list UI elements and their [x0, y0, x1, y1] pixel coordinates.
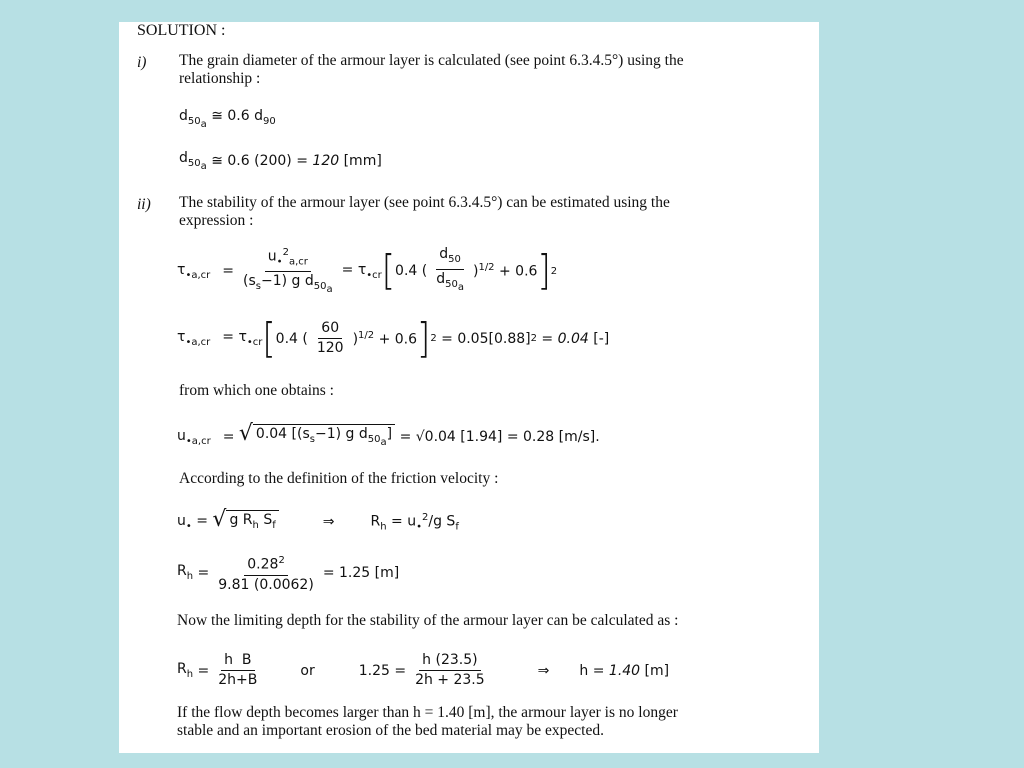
h-result: 1.40: [608, 662, 641, 679]
from-which-text: from which one obtains :: [179, 382, 334, 399]
tau-unit: [-]: [593, 330, 610, 347]
u-result: 0.28 [m/s].: [523, 429, 600, 446]
section-ii-line2: expression :: [179, 212, 254, 229]
equation-tau-critical: $\tau_{•a,cr}$ = $\frac{u_•^2_{a,cr}}{(s_s-1) g d_{50_a}}$ = $\tau_{•cr}$ [ 0.4 ( $\frac{d_{50}}{d_{50_a}}$ )$^{1/2}$ + 0.6 ] 2: [177, 244, 557, 298]
section-i-number: i): [137, 54, 147, 71]
section-i-line1: The grain diameter of the armour layer is calculated (see point 6.3.4.5°) using the: [179, 52, 684, 69]
or-word: or: [300, 662, 315, 679]
rh-numerator: 0.28: [247, 556, 279, 573]
definition-text: According to the definition of the friction velocity :: [179, 470, 499, 487]
h-unit: [m]: [644, 662, 670, 679]
conclusion-line2: stable and an important erosion of the bed material may be expected.: [177, 722, 604, 739]
d50-calc: ≅ 0.6 (200) =: [211, 152, 308, 169]
equation-depth: $R_h$ = $\frac{\text{h B}}{2h+B}$ or 1.25 = $\frac{h (23.5)}{2h + 23.5}$ ⇒ h = 1.40 [m]: [177, 652, 670, 688]
limiting-depth-text: Now the limiting depth for the stability of the armour layer can be calculated as :: [177, 612, 679, 629]
equation-rh-value: $R_h$ = $\frac{0.28^2}{9.81 (0.0062)}$ = 1.25 [m]: [177, 552, 399, 594]
equation-friction-velocity: $u_{•a,cr}$ = √ 0.04 [$(s_s-1)$ g $d_{50_a}$] = √0.04 [1.94] = 0.28 [m/s].: [177, 424, 600, 451]
document-page: [119, 22, 819, 753]
tau-calc: = 0.05[0.88]: [441, 330, 531, 347]
equation-d50-value: $d_{50_a}$ ≅ 0.6 (200) = 120 [mm]: [179, 150, 382, 172]
section-ii-line1: The stability of the armour layer (see point 6.3.4.5°) can be estimated using the: [179, 194, 670, 211]
equation-tau-value: $\tau_{•a,cr}$ = $\tau_{•cr}$ [ 0.4 ( $\frac{60}{120}$ )$^{1/2}$ + 0.6 ] 2 = 0.05[0.88] 2 = 0.04 [-]: [177, 314, 610, 363]
equation-d50-relation: $d_{50_a}$ ≅ 0.6 $d_{90}$: [179, 108, 276, 130]
d50-result: 120: [312, 152, 340, 169]
u-calc: = √0.04 [1.94] =: [399, 429, 519, 446]
rh-denominator: 9.81 (0.0062): [218, 576, 314, 593]
section-i-line2: relationship :: [179, 70, 261, 87]
equation-u-star-definition: $u_•$ = √ g $R_h$ $S_f$ ⇒ $R_h = u_•^2/g$ $S_f$: [177, 507, 459, 533]
tau-result: 0.04: [557, 330, 589, 347]
conclusion-line1: If the flow depth becomes larger than h = 1.40 [m], the armour layer is no longer: [177, 704, 678, 721]
section-ii-number: ii): [137, 196, 151, 213]
rh-result: = 1.25 [m]: [322, 564, 400, 581]
solution-title: SOLUTION :: [137, 22, 226, 39]
d50-unit: [mm]: [343, 152, 382, 169]
